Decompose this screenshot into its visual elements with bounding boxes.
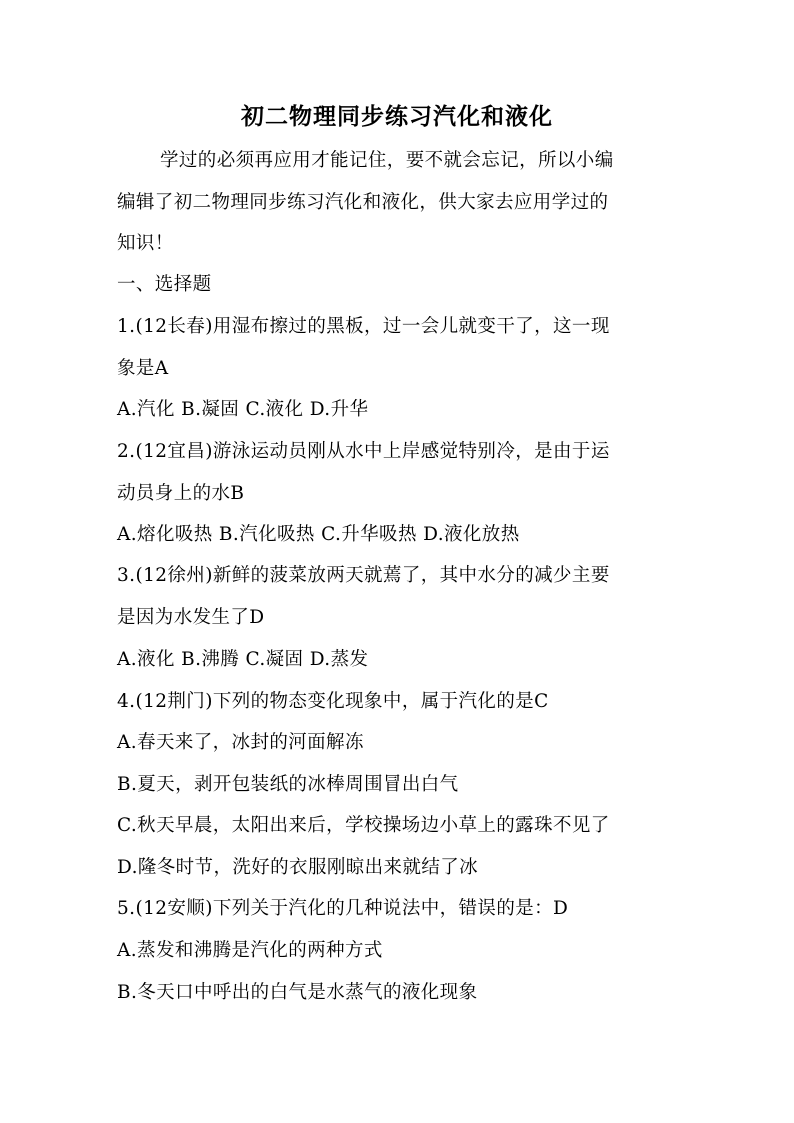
question-1-line-1: 1.(12长春)用湿布擦过的黑板，过一会儿就变干了，这一现 — [117, 316, 610, 337]
question-4-option-d: D.隆冬时节，洗好的衣服刚晾出来就结了冰 — [117, 857, 479, 878]
section-heading: 一、选择题 — [117, 274, 212, 295]
question-4-line-1: 4.(12荆门)下列的物态变化现象中，属于汽化的是C — [117, 691, 549, 712]
question-2-options: A.熔化吸热 B.汽化吸热 C.升华吸热 D.液化放热 — [117, 524, 520, 545]
intro-line-1: 学过的必须再应用才能记住，要不就会忘记，所以小编 — [160, 150, 614, 171]
question-3-options: A.液化 B.沸腾 C.凝固 D.蒸发 — [117, 649, 369, 670]
question-5-option-a: A.蒸发和沸腾是汽化的两种方式 — [117, 940, 383, 961]
question-4-option-a: A.春天来了，冰封的河面解冻 — [117, 732, 364, 753]
intro-line-2: 编辑了初二物理同步练习汽化和液化，供大家去应用学过的 — [117, 192, 609, 213]
intro-line-3: 知识！ — [117, 233, 174, 254]
question-3-line-2: 是因为水发生了D — [117, 607, 265, 628]
question-1-line-2: 象是A — [117, 358, 169, 379]
question-5-option-b: B.冬天口中呼出的白气是水蒸气的液化现象 — [117, 982, 478, 1003]
question-2-line-1: 2.(12宜昌)游泳运动员刚从水中上岸感觉特别冷，是由于运 — [117, 441, 610, 462]
page-title: 初二物理同步练习汽化和液化 — [241, 103, 553, 130]
question-4-option-b: B.夏天，剥开包装纸的冰棒周围冒出白气 — [117, 774, 459, 795]
question-1-options: A.汽化 B.凝固 C.液化 D.升华 — [117, 399, 369, 420]
question-5-line-1: 5.(12安顺)下列关于汽化的几种说法中，错误的是：D — [117, 898, 569, 919]
question-4-option-c: C.秋天早晨，太阳出来后，学校操场边小草上的露珠不见了 — [117, 815, 610, 836]
question-3-line-1: 3.(12徐州)新鲜的菠菜放两天就蔫了，其中水分的减少主要 — [117, 565, 610, 586]
question-2-line-2: 动员身上的水B — [117, 483, 245, 504]
